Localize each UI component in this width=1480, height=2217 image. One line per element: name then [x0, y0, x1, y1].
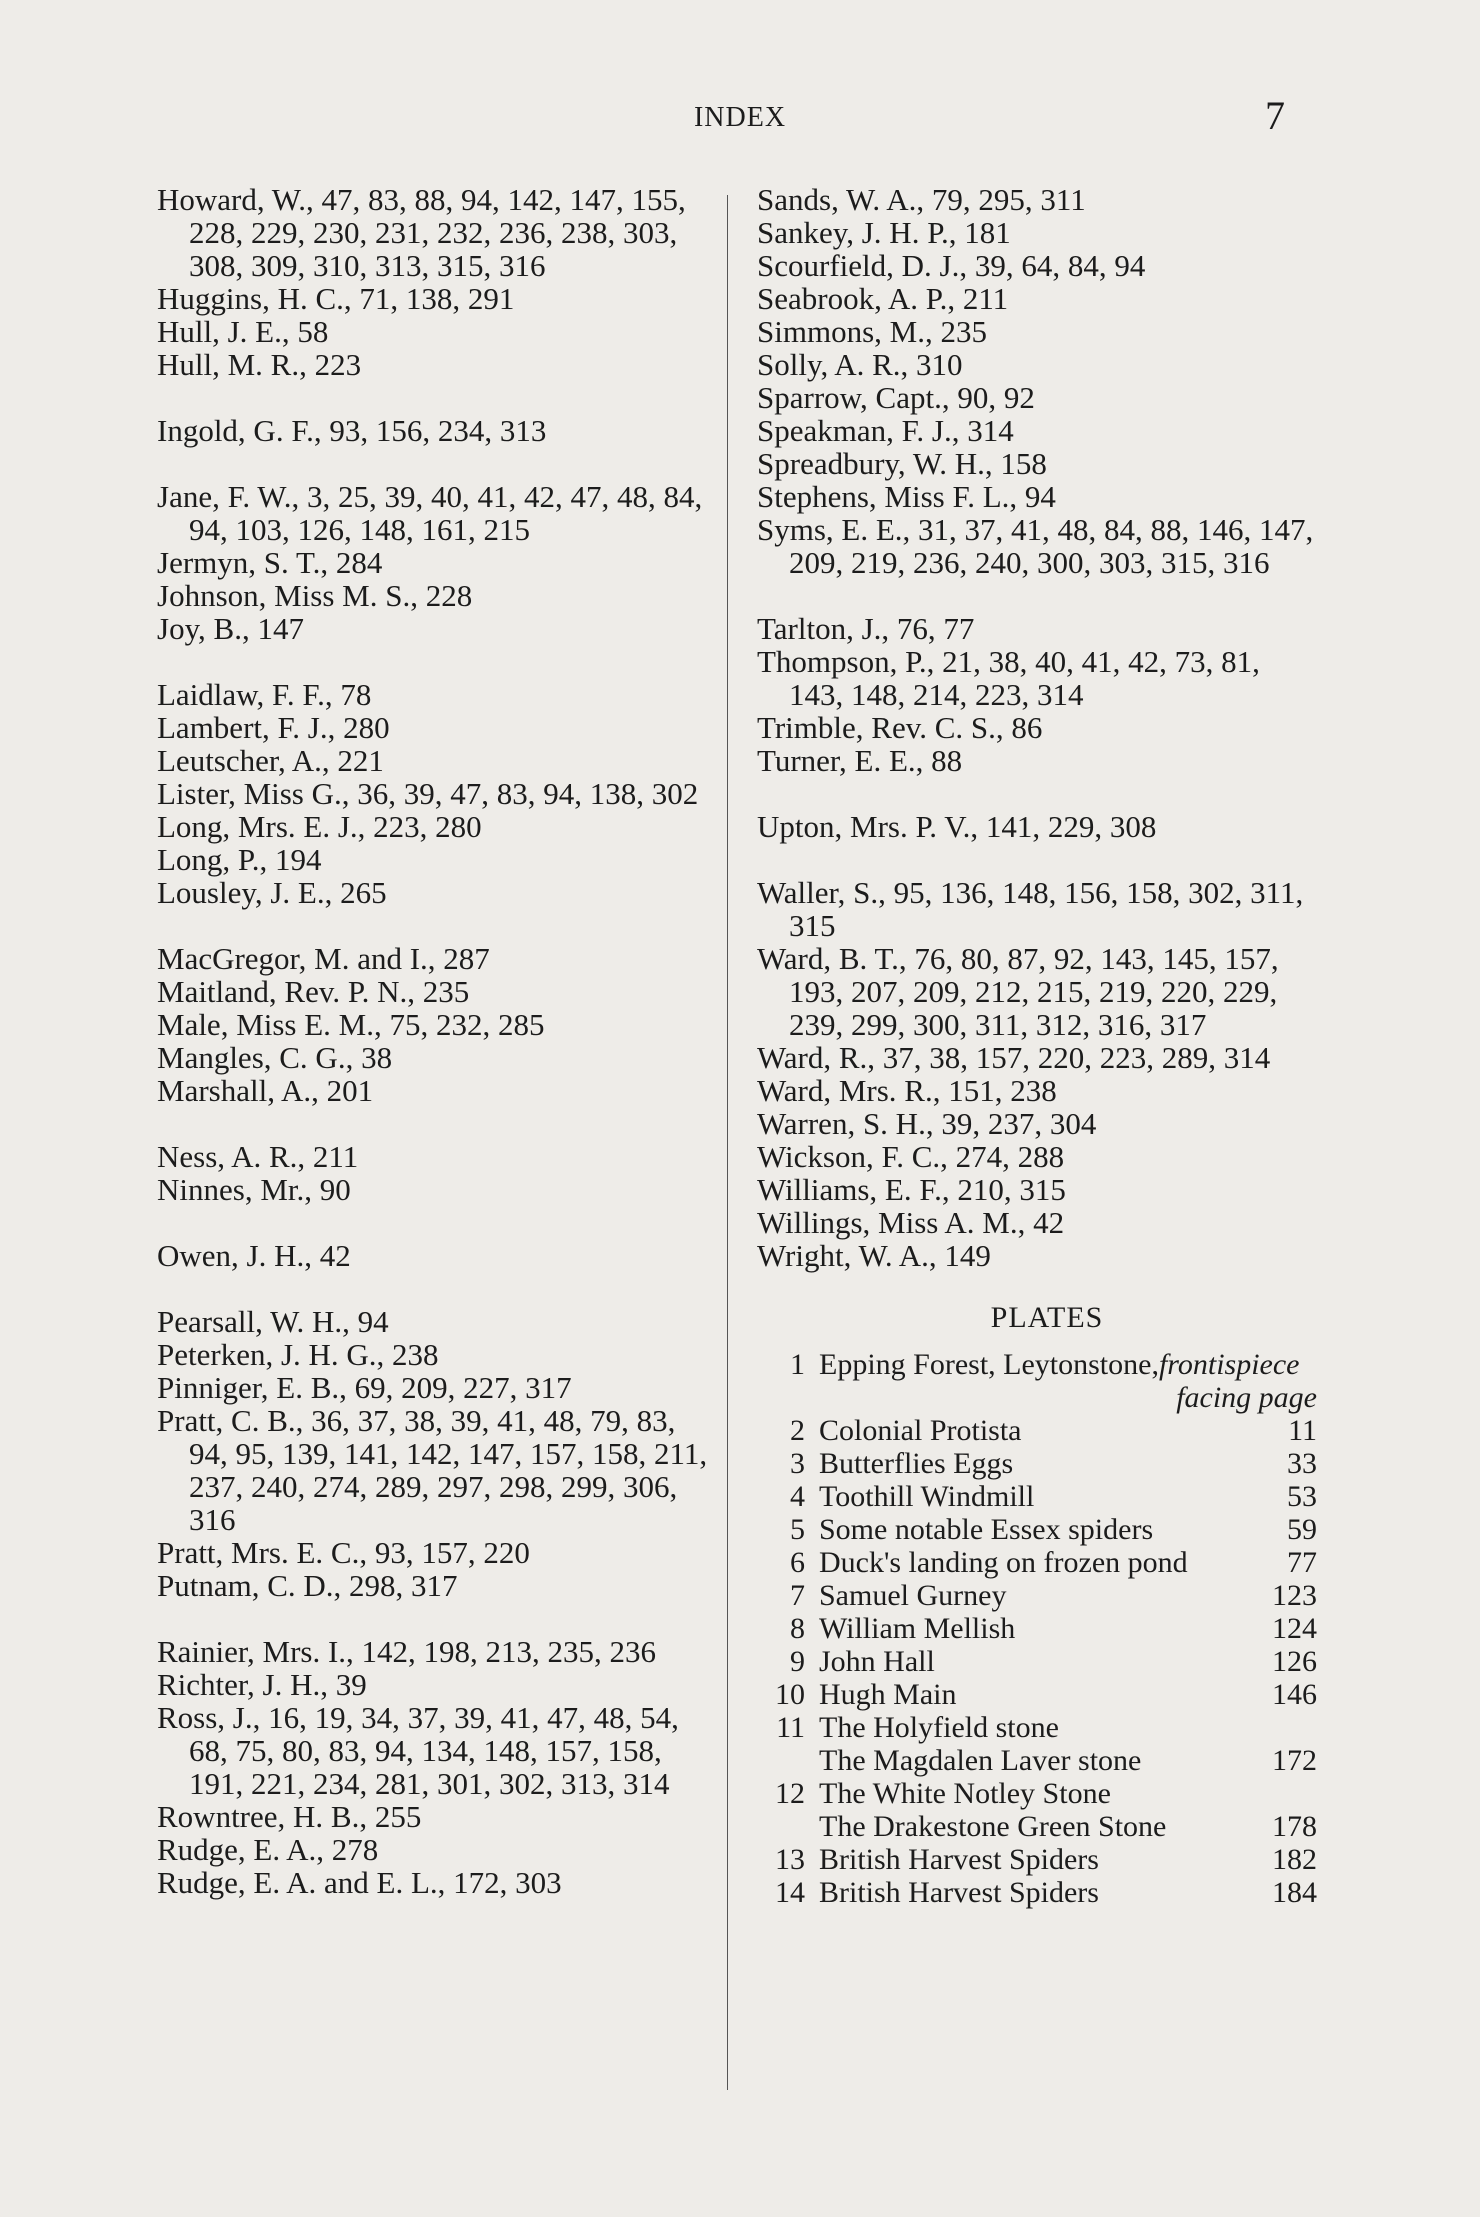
- plate-item: [757, 1876, 1317, 1909]
- plate-number: 3: [790, 1447, 805, 1480]
- page-number: 7: [1265, 93, 1285, 138]
- index-entry: Sands, W. A., 79, 295, 311: [757, 182, 1086, 217]
- index-entry: Willings, Miss A. M., 42: [757, 1205, 1065, 1240]
- index-entry: MacGregor, M. and I., 287: [157, 941, 490, 976]
- plate-item: [757, 1414, 1317, 1447]
- plate-number: 4: [790, 1480, 805, 1513]
- index-entry: Rowntree, H. B., 255: [157, 1799, 422, 1834]
- index-entry: Tarlton, J., 76, 77: [757, 611, 975, 646]
- plates-list: [757, 1348, 1317, 1909]
- plate-page: 126: [1272, 1645, 1317, 1678]
- index-entry: Long, Mrs. E. J., 223, 280: [157, 809, 482, 844]
- plate-title: British Harvest Spiders: [819, 1843, 1099, 1876]
- index-entry: Long, P., 194: [157, 842, 322, 877]
- index-entry: Mangles, C. G., 38: [157, 1040, 393, 1075]
- index-entry: Ross, J., 16, 19, 34, 37, 39, 41, 47, 48, 54, 68, 75, 80, 83, 94, 134, 148, 157, 158, 191, 221, 234, 281, 301, 302, 313, 314: [157, 1700, 679, 1801]
- index-entry: Stephens, Miss F. L., 94: [757, 479, 1056, 514]
- page-title: INDEX: [693, 102, 787, 133]
- index-entry: Putnam, C. D., 298, 317: [157, 1568, 458, 1603]
- index-entry: Speakman, F. J., 314: [757, 413, 1014, 448]
- index-letter-group: [757, 612, 1317, 777]
- index-entry: Warren, S. H., 39, 237, 304: [757, 1106, 1097, 1141]
- plate-title: Toothill Windmill: [819, 1480, 1035, 1513]
- plate-page: 59: [1287, 1513, 1317, 1546]
- index-entry: Ward, R., 37, 38, 157, 220, 223, 289, 314: [757, 1040, 1271, 1075]
- plate-title: Samuel Gurney: [819, 1579, 1007, 1612]
- plate-item: [757, 1678, 1317, 1711]
- column-divider: [727, 195, 728, 2090]
- index-entry: Richter, J. H., 39: [157, 1667, 367, 1702]
- index-entry: Male, Miss E. M., 75, 232, 285: [157, 1007, 545, 1042]
- plate-item: [757, 1546, 1317, 1579]
- plate-title: Duck's landing on frozen pond: [819, 1546, 1188, 1579]
- plate-page: 178: [1272, 1810, 1317, 1843]
- index-entry: Rudge, E. A., 278: [157, 1832, 379, 1867]
- index-column-left: [157, 183, 717, 1932]
- plate-number: 6: [790, 1546, 805, 1579]
- index-entry: Howard, W., 47, 83, 88, 94, 142, 147, 155, 228, 229, 230, 231, 232, 236, 238, 303, 308, 309, 310, 313, 315, 316: [157, 182, 686, 283]
- plate-title: Some notable Essex spiders: [819, 1513, 1154, 1546]
- plate-title: Butterflies Eggs: [819, 1447, 1014, 1480]
- index-entry: Jane, F. W., 3, 25, 39, 40, 41, 42, 47, 48, 84, 94, 103, 126, 148, 161, 215: [157, 479, 703, 547]
- plate-page: 11: [1288, 1414, 1317, 1447]
- index-entry: Pearsall, W. H., 94: [157, 1304, 389, 1339]
- index-entry: Ninnes, Mr., 90: [157, 1172, 351, 1207]
- index-entry: Maitland, Rev. P. N., 235: [157, 974, 470, 1009]
- plate-number: 11: [776, 1711, 805, 1744]
- plate-number: 7: [790, 1579, 805, 1612]
- index-entry: Pratt, Mrs. E. C., 93, 157, 220: [157, 1535, 530, 1570]
- index-entry: Sparrow, Capt., 90, 92: [757, 380, 1035, 415]
- plate-item: [757, 1447, 1317, 1480]
- index-entry: Hull, J. E., 58: [157, 314, 329, 349]
- index-entry: Ingold, G. F., 93, 156, 234, 313: [157, 413, 547, 448]
- index-entry: Joy, B., 147: [157, 611, 304, 646]
- index-entry: Williams, E. F., 210, 315: [757, 1172, 1066, 1207]
- plate-item: [757, 1810, 1317, 1843]
- plate-number: 10: [775, 1678, 805, 1711]
- index-letter-group: [757, 183, 1317, 579]
- index-entry: Pinniger, E. B., 69, 209, 227, 317: [157, 1370, 572, 1405]
- plate-title: William Mellish: [819, 1612, 1016, 1645]
- index-entry: Ness, A. R., 211: [157, 1139, 359, 1174]
- index-entry: Thompson, P., 21, 38, 40, 41, 42, 73, 81, 143, 148, 214, 223, 314: [757, 644, 1260, 712]
- index-entry: Solly, A. R., 310: [757, 347, 963, 382]
- plates-heading: PLATES: [990, 1301, 1104, 1334]
- index-entry: Hull, M. R., 223: [157, 347, 362, 382]
- index-entry: Leutscher, A., 221: [157, 743, 384, 778]
- plate-number: 2: [790, 1414, 805, 1447]
- index-entry: Huggins, H. C., 71, 138, 291: [157, 281, 515, 316]
- index-entry: Scourfield, D. J., 39, 64, 84, 94: [757, 248, 1146, 283]
- plate-title: The Holyfield stone: [819, 1711, 1059, 1744]
- plate-title: The White Notley Stone: [819, 1777, 1111, 1810]
- plate-item: [757, 1711, 1317, 1744]
- index-entry: Wickson, F. C., 274, 288: [757, 1139, 1065, 1174]
- plate-page: 184: [1272, 1876, 1317, 1909]
- index-letter-group: [157, 678, 717, 909]
- plate-number: 12: [775, 1777, 805, 1810]
- index-entry: Lousley, J. E., 265: [157, 875, 387, 910]
- index-entry: Waller, S., 95, 136, 148, 156, 158, 302, 311, 315: [757, 875, 1304, 943]
- plate-page: 53: [1287, 1480, 1317, 1513]
- index-entry: Upton, Mrs. P. V., 141, 229, 308: [757, 809, 1157, 844]
- index-letter-group: [157, 480, 717, 645]
- index-column-right: [757, 183, 1317, 1909]
- index-entry: Lambert, F. J., 280: [157, 710, 390, 745]
- index-letter-group: [157, 1305, 717, 1602]
- plate-item: [757, 1348, 1317, 1381]
- index-entry: Johnson, Miss M. S., 228: [157, 578, 473, 613]
- frontispiece-label: frontispiece: [1158, 1348, 1300, 1381]
- index-entry: Sankey, J. H. P., 181: [757, 215, 1011, 250]
- plate-number: 8: [790, 1612, 805, 1645]
- index-entry: Rainier, Mrs. I., 142, 198, 213, 235, 236: [157, 1634, 657, 1669]
- index-entry: Owen, J. H., 42: [157, 1238, 351, 1273]
- plate-title: British Harvest Spiders: [819, 1876, 1099, 1909]
- plate-number: 13: [775, 1843, 805, 1876]
- plate-title: The Magdalen Laver stone: [819, 1744, 1142, 1777]
- index-letter-group: [157, 942, 717, 1107]
- index-entry: Simmons, M., 235: [757, 314, 987, 349]
- plate-item: [757, 1513, 1317, 1546]
- plate-number: 5: [790, 1513, 805, 1546]
- plate-title: Hugh Main: [819, 1678, 957, 1711]
- plate-item: [757, 1579, 1317, 1612]
- index-entry: Wright, W. A., 149: [757, 1238, 991, 1273]
- plate-page: 123: [1272, 1579, 1317, 1612]
- index-entry: Ward, B. T., 76, 80, 87, 92, 143, 145, 157, 193, 207, 209, 212, 215, 219, 220, 229, 239, 299, 300, 311, 312, 316, 317: [757, 941, 1279, 1042]
- plate-page: 124: [1272, 1612, 1317, 1645]
- facing-page-label: facing page: [1176, 1381, 1317, 1414]
- index-entry: Pratt, C. B., 36, 37, 38, 39, 41, 48, 79, 83, 94, 95, 139, 141, 142, 147, 157, 158, 211, 237, 240, 274, 289, 297, 298, 299, 306, 316: [157, 1403, 708, 1537]
- plate-item: [757, 1612, 1317, 1645]
- index-entry: Ward, Mrs. R., 151, 238: [757, 1073, 1057, 1108]
- plate-page: 146: [1272, 1678, 1317, 1711]
- index-letter-group: [157, 1635, 717, 1899]
- plate-number: 14: [775, 1876, 805, 1909]
- index-entry: Syms, E. E., 31, 37, 41, 48, 84, 88, 146, 147, 209, 219, 236, 240, 300, 303, 315, 316: [757, 512, 1314, 580]
- index-entry: Seabrook, A. P., 211: [757, 281, 1009, 316]
- index-entry: Laidlaw, F. F., 78: [157, 677, 372, 712]
- index-entry: Marshall, A., 201: [157, 1073, 374, 1108]
- plate-item: [757, 1645, 1317, 1678]
- plate-item: [757, 1744, 1317, 1777]
- plate-title: John Hall: [819, 1645, 935, 1678]
- plate-title: The Drakestone Green Stone: [819, 1810, 1167, 1843]
- index-letter-group: [757, 810, 1317, 843]
- index-entry: Jermyn, S. T., 284: [157, 545, 383, 580]
- index-entry: Rudge, E. A. and E. L., 172, 303: [157, 1865, 562, 1900]
- index-letter-group: [157, 414, 717, 447]
- plate-page: 182: [1272, 1843, 1317, 1876]
- plate-page: 172: [1272, 1744, 1317, 1777]
- plate-title: Colonial Protista: [819, 1414, 1022, 1447]
- plate-item: [757, 1843, 1317, 1876]
- plate-page: 33: [1287, 1447, 1317, 1480]
- plate-title: Epping Forest, Leytonstone,frontispiece: [819, 1348, 1300, 1381]
- index-letter-group: [157, 1140, 717, 1206]
- index-letter-group: [157, 1239, 717, 1272]
- plate-item: [757, 1480, 1317, 1513]
- plate-page: 77: [1287, 1546, 1317, 1579]
- index-letter-group: [157, 183, 717, 381]
- index-entry: Trimble, Rev. C. S., 86: [757, 710, 1043, 745]
- plate-item: [757, 1777, 1317, 1810]
- plate-number: 1: [790, 1348, 805, 1381]
- plate-number: 9: [790, 1645, 805, 1678]
- index-entry: Lister, Miss G., 36, 39, 47, 83, 94, 138, 302: [157, 776, 699, 811]
- index-entry: Peterken, J. H. G., 238: [157, 1337, 439, 1372]
- index-letter-group: [757, 876, 1317, 1272]
- index-entry: Turner, E. E., 88: [757, 743, 963, 778]
- index-entry: Spreadbury, W. H., 158: [757, 446, 1047, 481]
